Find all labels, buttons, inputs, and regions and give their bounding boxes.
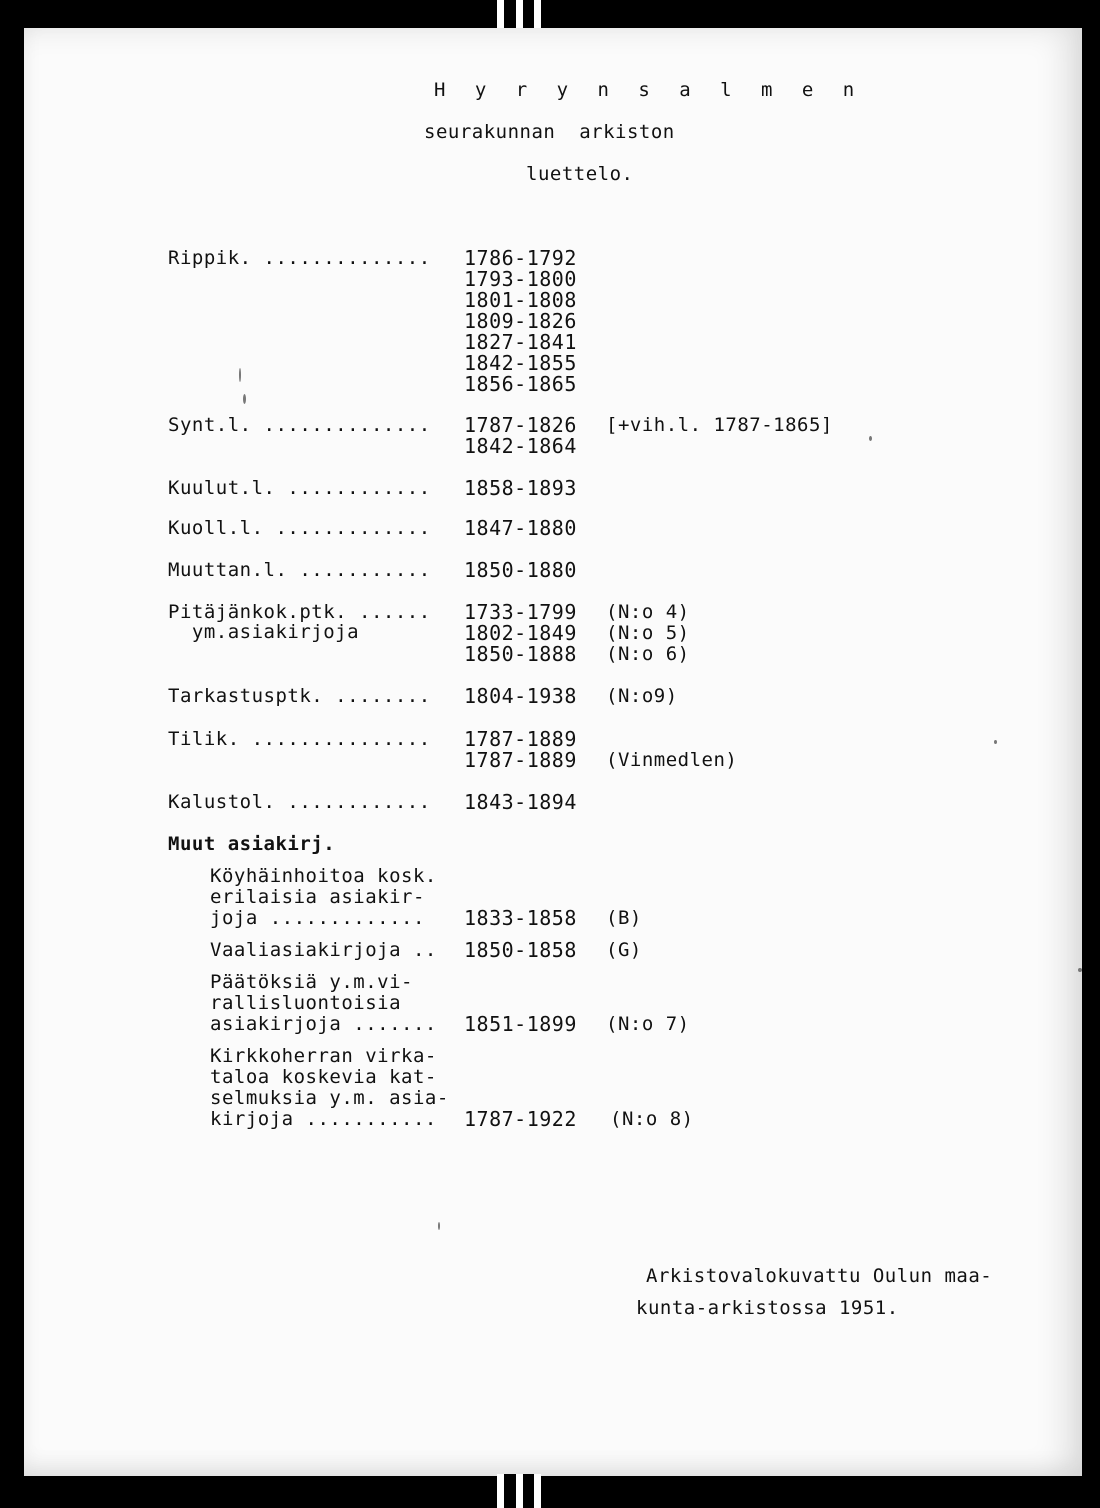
title-line-3: luettelo. xyxy=(526,163,634,185)
muut-item-line: kirjoja ........... xyxy=(210,1108,437,1130)
year-range: 1858-1893 xyxy=(464,476,577,500)
year-range: 1787-1889 xyxy=(464,748,577,772)
year-range: 1842-1864 xyxy=(464,434,577,458)
year-range: 1802-1849 xyxy=(464,621,577,645)
year-range: 1804-1938 xyxy=(464,684,577,708)
entry-label-rippik: Rippik. .............. xyxy=(168,247,431,269)
muut-item-line: taloa koskevia kat- xyxy=(210,1066,437,1088)
year-range: 1842-1855 xyxy=(464,351,577,375)
title-line-1: H y r y n s a l m e n xyxy=(434,79,864,101)
muut-item-line: Päätöksiä y.m.vi- xyxy=(210,971,413,993)
entry-note: (G) xyxy=(606,939,642,961)
entry-note: (N:o 4) xyxy=(606,601,690,623)
footer-line-1: Arkistovalokuvattu Oulun maa- xyxy=(646,1265,993,1287)
entry-label-tilik: Tilik. ............... xyxy=(168,728,431,750)
year-range: 1827-1841 xyxy=(464,330,577,354)
year-range: 1793-1800 xyxy=(464,267,577,291)
entry-note: (N:o 8) xyxy=(610,1108,694,1130)
year-range: 1801-1808 xyxy=(464,288,577,312)
year-range: 1851-1899 xyxy=(464,1012,577,1036)
entry-note: (N:o 7) xyxy=(606,1013,690,1035)
scan-speck xyxy=(994,740,997,744)
year-range: 1787-1826 xyxy=(464,413,577,437)
scan-speck xyxy=(1078,968,1082,972)
year-range: 1787-1889 xyxy=(464,727,577,751)
year-range: 1786-1792 xyxy=(464,246,577,270)
entry-note: (N:o9) xyxy=(606,685,678,707)
entry-label-synt: Synt.l. .............. xyxy=(168,414,431,436)
scan-speck xyxy=(243,394,246,404)
muut-item-line: rallisluontoisia xyxy=(210,992,402,1014)
scan-speck xyxy=(869,436,872,441)
year-range: 1733-1799 xyxy=(464,600,577,624)
year-range: 1847-1880 xyxy=(464,516,577,540)
document-page xyxy=(24,28,1082,1476)
muut-item-line: Köyhäinhoitoa kosk. xyxy=(210,865,437,887)
footer-line-2: kunta-arkistossa 1951. xyxy=(636,1297,899,1319)
muut-item-line: asiakirjoja ....... xyxy=(210,1013,437,1035)
entry-label-tarkastusptk: Tarkastusptk. ........ xyxy=(168,685,431,707)
year-range: 1843-1894 xyxy=(464,790,577,814)
entry-note: [+vih.l. 1787-1865] xyxy=(606,414,833,436)
entry-label-pitajankok: Pitäjänkok.ptk. ...... xyxy=(168,601,431,623)
entry-note: (B) xyxy=(606,907,642,929)
entry-note: (N:o 5) xyxy=(606,622,690,644)
year-range: 1809-1826 xyxy=(464,309,577,333)
muut-item-line: erilaisia asiakir- xyxy=(210,886,425,908)
scan-speck xyxy=(239,368,241,382)
entry-label-muuttan: Muuttan.l. ........... xyxy=(168,559,431,581)
year-range: 1850-1880 xyxy=(464,558,577,582)
year-range: 1833-1858 xyxy=(464,906,577,930)
entry-label-kuulut: Kuulut.l. ............ xyxy=(168,477,431,499)
muut-item-line: Kirkkoherran virka- xyxy=(210,1045,437,1067)
entry-note: (Vinmedlen) xyxy=(606,749,738,771)
entry-note: (N:o 6) xyxy=(606,643,690,665)
section-heading-muut: Muut asiakirj. xyxy=(168,833,336,855)
muut-item-line: joja ............. xyxy=(210,907,425,929)
year-range: 1850-1858 xyxy=(464,938,577,962)
muut-item-line: selmuksia y.m. asia- xyxy=(210,1087,449,1109)
entry-label-pitajankok-cont: ym.asiakirjoja xyxy=(168,621,360,643)
year-range: 1850-1888 xyxy=(464,642,577,666)
scan-speck xyxy=(438,1222,440,1230)
entry-label-kalustol: Kalustol. ............ xyxy=(168,791,431,813)
title-line-2: seurakunnan arkiston xyxy=(424,121,675,143)
year-range: 1787-1922 xyxy=(464,1107,577,1131)
year-range: 1856-1865 xyxy=(464,372,577,396)
muut-item-line: Vaaliasiakirjoja .. xyxy=(210,939,437,961)
binding-strip-bottom xyxy=(497,1474,541,1508)
entry-label-kuoll: Kuoll.l. ............. xyxy=(168,517,431,539)
